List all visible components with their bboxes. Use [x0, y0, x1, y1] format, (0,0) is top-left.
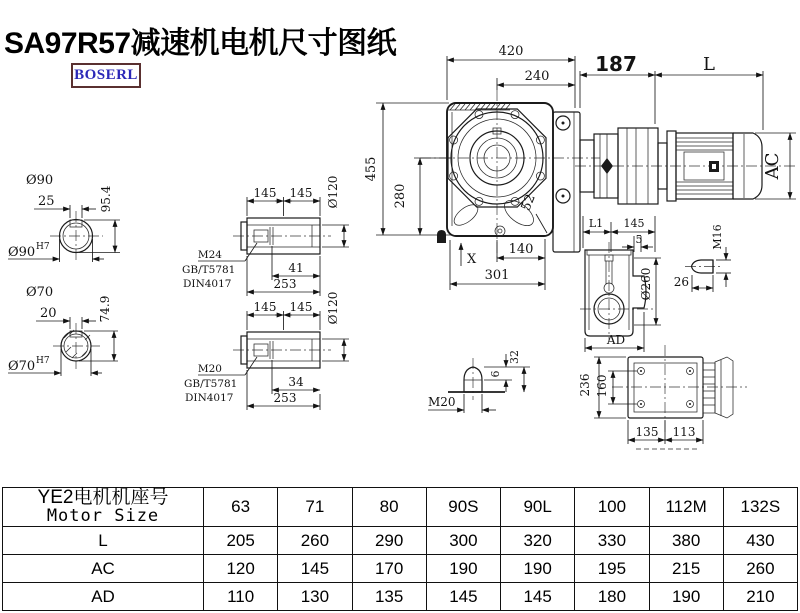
table-header-cell — [3, 488, 204, 527]
dim-bore70-tol: H7 — [36, 356, 50, 366]
dim-dia90: Ø90 — [26, 173, 54, 188]
dim-sleeve1-41: 41 — [288, 261, 304, 275]
table-header-en: Motor Size — [46, 506, 160, 527]
bolt-m20-detail — [428, 350, 530, 413]
table-row-L — [3, 527, 798, 555]
sleeve-top-view — [182, 176, 349, 296]
col-90s: 90S — [426, 488, 500, 527]
dim-AC: AC — [762, 152, 783, 180]
motor-size-table — [2, 487, 798, 611]
dim-sleeve2-34: 34 — [288, 375, 304, 389]
table-row-AD — [3, 583, 798, 611]
dim-113: 113 — [672, 425, 696, 439]
dim-dia70: Ø70 — [26, 285, 54, 300]
dim-bore90: Ø90 — [8, 245, 36, 260]
dim-420: 420 — [498, 44, 524, 59]
dim-52: 52 — [518, 192, 539, 214]
col-132s: 132S — [723, 488, 797, 527]
col-63: 63 — [204, 488, 278, 527]
dim-x-mark: X — [467, 252, 477, 267]
dim-sleeve1-145b: 145 — [289, 186, 313, 200]
dim-140: 140 — [508, 242, 534, 257]
dim-301: 301 — [484, 268, 510, 283]
cell: 130 — [278, 583, 352, 611]
dim-sleeve2-dia: Ø120 — [326, 291, 340, 325]
cell: 145 — [501, 583, 575, 611]
row-label-AD: AD — [3, 583, 204, 611]
dim-455: 455 — [364, 156, 379, 182]
cell: 380 — [649, 527, 723, 555]
dim-5: 5 — [635, 233, 643, 246]
cell: 290 — [352, 527, 426, 555]
cell: 260 — [278, 527, 352, 555]
dim-bore70: Ø70 — [8, 359, 36, 374]
dim-280: 280 — [393, 183, 408, 209]
dim-side-145: 145 — [623, 217, 645, 230]
dim-key20: 20 — [40, 306, 57, 321]
dim-bore90-tol: H7 — [36, 242, 50, 252]
dim-sleeve2-145b: 145 — [289, 300, 313, 314]
label-din4017-2: DIN4017 — [185, 392, 234, 404]
cell: 190 — [501, 555, 575, 583]
cell: 190 — [426, 555, 500, 583]
dim-sleeve2-145a: 145 — [253, 300, 277, 314]
col-80: 80 — [352, 488, 426, 527]
cell: 180 — [575, 583, 649, 611]
plug-m16-detail — [674, 224, 731, 292]
table-header-cn: YE2电机机座号 — [37, 487, 169, 509]
row-label-AC: AC — [3, 555, 204, 583]
dim-135: 135 — [635, 425, 659, 439]
shaft-section-90 — [8, 173, 120, 263]
rear-fins — [703, 370, 715, 405]
label-m20-bolt: M20 — [428, 395, 456, 409]
cell: 145 — [278, 555, 352, 583]
cell: 210 — [723, 583, 797, 611]
dim-26: 26 — [673, 275, 689, 289]
cell: 195 — [575, 555, 649, 583]
col-90l: 90L — [501, 488, 575, 527]
cell: 430 — [723, 527, 797, 555]
sleeve-bottom-view — [184, 292, 349, 410]
brand-logo-text: BOSERL — [74, 67, 138, 83]
label-din4017-1: DIN4017 — [183, 278, 232, 290]
page-title: SA97R57减速机电机尺寸图纸 — [4, 27, 397, 61]
cell: 110 — [204, 583, 278, 611]
cell: 190 — [649, 583, 723, 611]
row-label-L: L — [3, 527, 204, 555]
dim-6: 6 — [489, 370, 502, 378]
gearbox-rear-view — [578, 345, 747, 449]
dim-L1: L1 — [588, 217, 604, 230]
dim-sleeve1-145a: 145 — [253, 186, 277, 200]
dim-160: 160 — [595, 374, 609, 398]
gearbox-front-view — [364, 44, 600, 290]
dim-74-9: 74.9 — [98, 295, 112, 323]
dim-95-4: 95.4 — [99, 185, 113, 213]
shaft-key-diamond — [601, 158, 613, 174]
cell: 170 — [352, 555, 426, 583]
label-m24: M24 — [197, 249, 222, 261]
dim-187: 187 — [595, 52, 637, 76]
cell: 135 — [352, 583, 426, 611]
cell: 260 — [723, 555, 797, 583]
col-100: 100 — [575, 488, 649, 527]
label-gb5781-1: GB/T5781 — [182, 264, 236, 276]
gearbox-side-view — [580, 216, 661, 352]
label-gb5781-2: GB/T5781 — [184, 378, 238, 390]
table-row-AC — [3, 555, 798, 583]
dim-sleeve1-dia: Ø120 — [326, 175, 340, 209]
cell: 330 — [575, 527, 649, 555]
cell: 320 — [501, 527, 575, 555]
cell: 215 — [649, 555, 723, 583]
cell: 300 — [426, 527, 500, 555]
dim-key25: 25 — [38, 194, 55, 209]
dim-L: L — [703, 54, 715, 75]
cell: 145 — [426, 583, 500, 611]
dim-32: 32 — [508, 350, 521, 364]
cell: 205 — [204, 527, 278, 555]
col-112m: 112M — [649, 488, 723, 527]
dim-dia260: Ø260 — [639, 267, 653, 301]
label-m20-sleeve: M20 — [197, 363, 222, 375]
label-m16: M16 — [711, 224, 724, 250]
shaft-section-70 — [8, 285, 118, 376]
table-header-row — [3, 488, 798, 527]
col-71: 71 — [278, 488, 352, 527]
foot-bolt — [437, 230, 446, 243]
dim-AD: AD — [606, 333, 626, 347]
motor-side-view — [575, 52, 798, 204]
dim-sleeve1-253: 253 — [273, 277, 297, 291]
dim-240: 240 — [524, 69, 550, 84]
dim-sleeve2-253: 253 — [273, 391, 297, 405]
dim-236: 236 — [578, 373, 592, 397]
cell: 120 — [204, 555, 278, 583]
